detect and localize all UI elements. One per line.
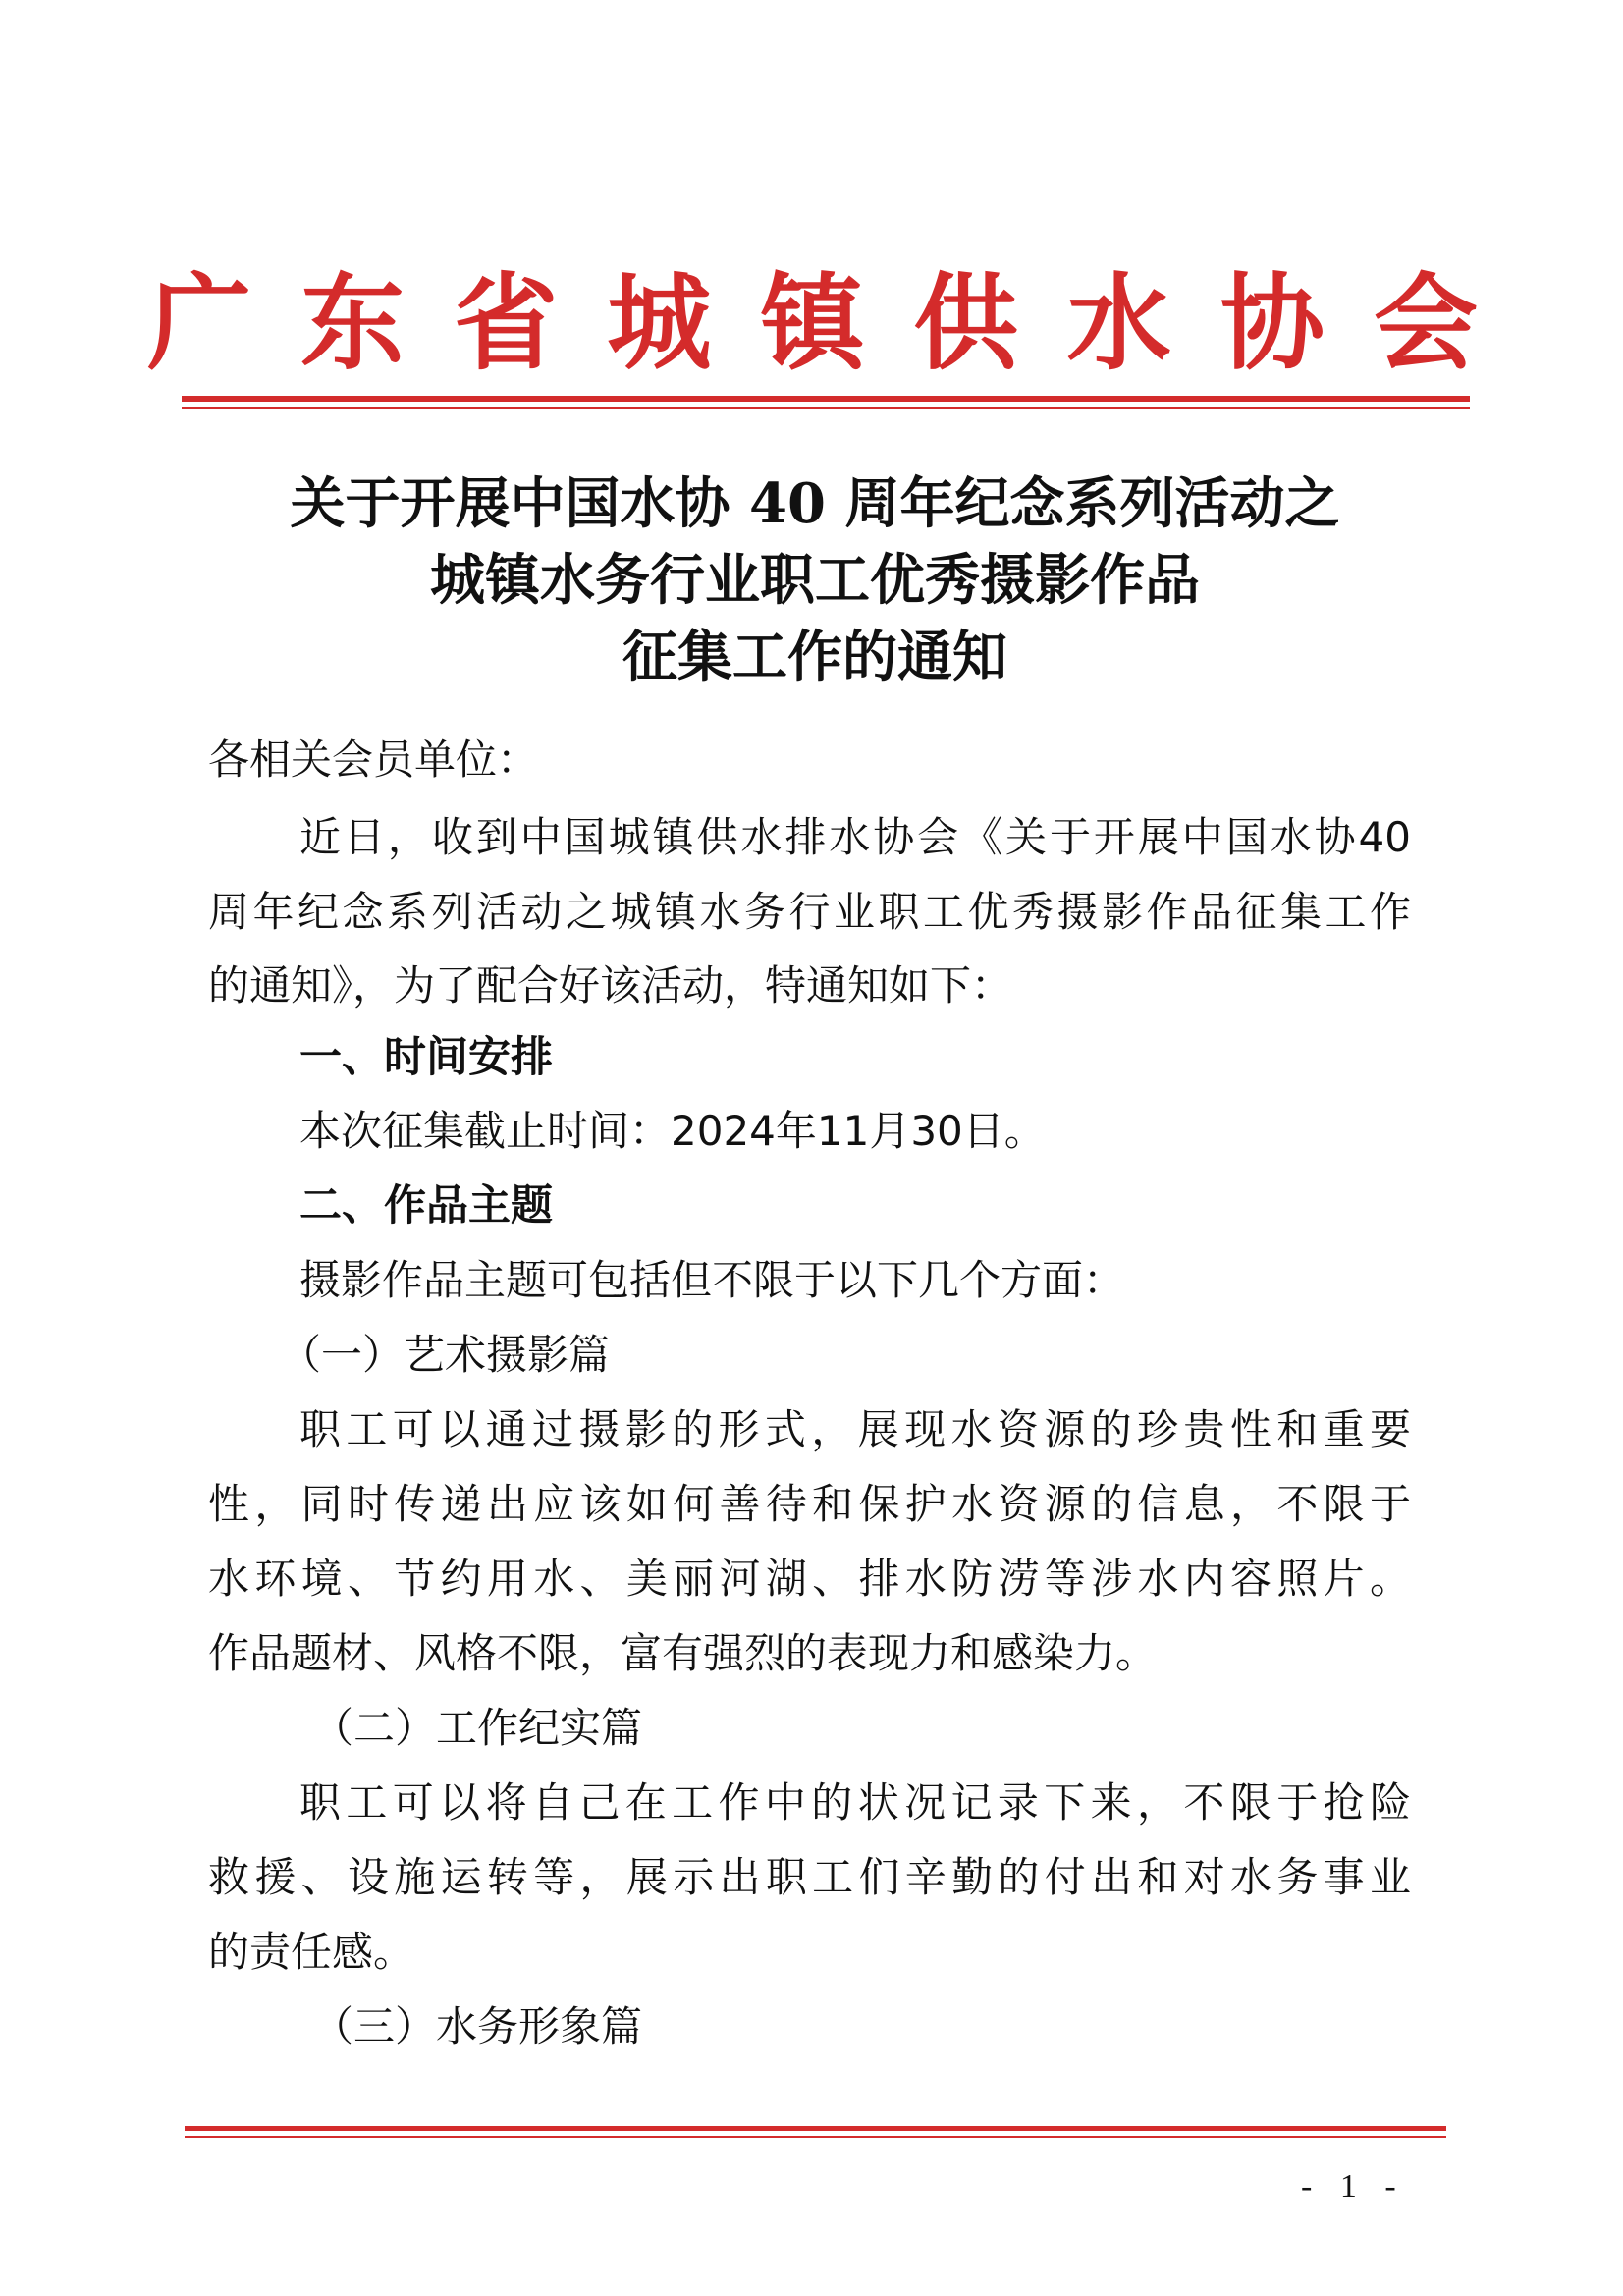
intro-line: 近日，收到中国城镇供水排水协会《关于开展中国水协40	[299, 813, 1411, 861]
subsection-3-heading: （三）水务形象篇	[312, 2002, 643, 2050]
subsection-2-line: 的责任感。	[208, 1928, 415, 1976]
salutation: 各相关会员单位：	[208, 736, 539, 784]
page-number: - 1 -	[1301, 2168, 1406, 2205]
subsection-1-line: 水环境、节约用水、美丽河湖、排水防涝等涉水内容照片。	[208, 1555, 1411, 1603]
subsection-2-heading: （二）工作纪实篇	[312, 1704, 643, 1752]
section-1-heading: 一、时间安排	[299, 1033, 553, 1082]
section-2-text: 摄影作品主题可包括但不限于以下几个方面：	[299, 1256, 1125, 1304]
footer-divider-thin	[185, 2136, 1446, 2138]
document-title-line-2: 城镇水务行业职工优秀摄影作品	[430, 548, 1200, 613]
subsection-1-line: 性，同时传递出应该如何善待和保护水资源的信息，不限于	[208, 1480, 1411, 1528]
footer-divider-thick	[185, 2126, 1446, 2131]
document-title-line-1: 关于开展中国水协 40 周年纪念系列活动之	[290, 471, 1340, 536]
letterhead-char: 供	[913, 263, 1018, 384]
subsection-1-line: 作品题材、风格不限，富有强烈的表现力和感染力。	[208, 1629, 1158, 1677]
document-title-line-3: 征集工作的通知	[622, 625, 1007, 689]
subsection-2-line: 救援、设施运转等，展示出职工们辛勤的付出和对水务事业	[208, 1853, 1411, 1901]
letterhead-char: 会	[1374, 263, 1478, 384]
section-1-text: 本次征集截止时间：2024年11月30日。	[299, 1107, 1046, 1155]
subsection-2-line: 职工可以将自己在工作中的状况记录下来，不限于抢险	[299, 1778, 1411, 1827]
subsection-1-line: 职工可以通过摄影的形式，展现水资源的珍贵性和重要	[299, 1405, 1411, 1453]
letterhead-divider-thick	[182, 396, 1470, 402]
letterhead-char: 水	[1066, 263, 1171, 384]
subsection-1-heading: （一）艺术摄影篇	[280, 1331, 611, 1379]
letterhead-char: 协	[1219, 263, 1325, 384]
letterhead-org-name	[147, 255, 1478, 393]
letterhead-char: 东	[300, 263, 406, 384]
section-2-heading: 二、作品主题	[299, 1181, 553, 1230]
letterhead-char: 镇	[760, 263, 865, 384]
letterhead-char: 广	[147, 263, 251, 384]
letterhead-char: 城	[607, 263, 712, 384]
letterhead-char: 省	[454, 263, 559, 384]
intro-line: 的通知》，为了配合好该活动，特通知如下：	[208, 961, 1013, 1010]
intro-line: 周年纪念系列活动之城镇水务行业职工优秀摄影作品征集工作	[208, 888, 1411, 936]
letterhead-divider-thin	[182, 407, 1470, 409]
